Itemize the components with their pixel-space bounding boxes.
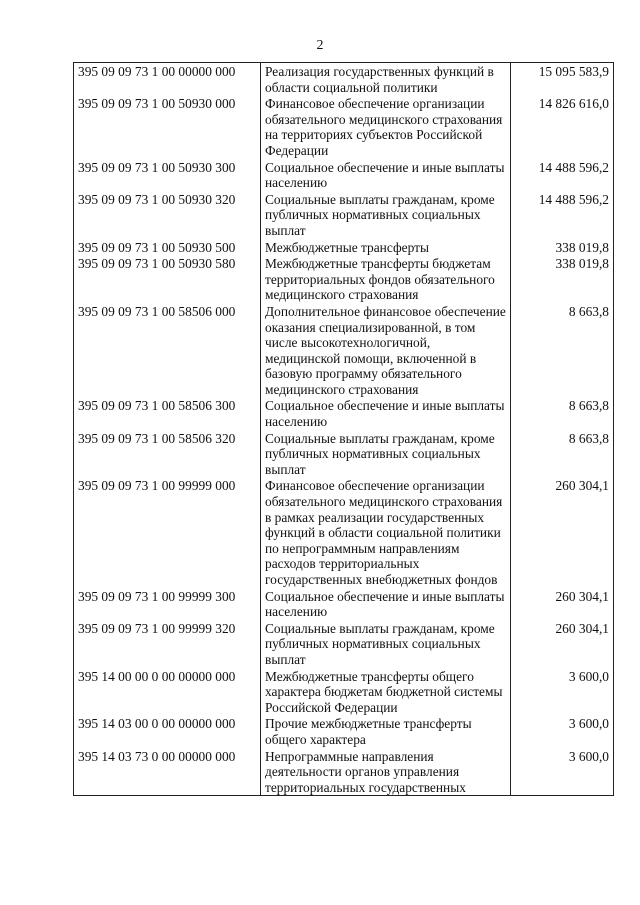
amount: 3 600,0 bbox=[511, 715, 614, 747]
budget-code: 395 09 09 73 1 00 50930 000 bbox=[74, 95, 261, 158]
table-row bbox=[74, 477, 614, 587]
page-number: 2 bbox=[316, 38, 324, 53]
table-row bbox=[74, 397, 614, 429]
amount: 8 663,8 bbox=[511, 303, 614, 398]
table-row bbox=[74, 430, 614, 478]
budget-code: 395 09 09 73 1 00 58506 300 bbox=[74, 397, 261, 429]
table-row bbox=[74, 620, 614, 668]
expense-name: Межбюджетные трансферты бюджетам территориальных фондов обязательного медицинского страхования bbox=[261, 255, 511, 303]
budget-code: 395 09 09 73 1 00 58506 000 bbox=[74, 303, 261, 398]
expense-name: Межбюджетные трансферты bbox=[261, 239, 511, 256]
expense-name: Социальные выплаты гражданам, кроме публичных нормативных социальных выплат bbox=[261, 430, 511, 478]
budget-code: 395 14 03 00 0 00 00000 000 bbox=[74, 715, 261, 747]
amount: 260 304,1 bbox=[511, 588, 614, 620]
amount: 14 826 616,0 bbox=[511, 95, 614, 158]
amount: 8 663,8 bbox=[511, 397, 614, 429]
amount: 14 488 596,2 bbox=[511, 159, 614, 191]
table-row bbox=[74, 95, 614, 158]
expense-name: Прочие межбюджетные трансферты общего характера bbox=[261, 715, 511, 747]
expense-name: Социальное обеспечение и иные выплаты населению bbox=[261, 397, 511, 429]
expense-name: Дополнительное финансовое обеспечение оказания специализированной, в том числе высокотехнологичной, медицинской помощи, включенной в базовую программу обязательного медицинского страхования bbox=[261, 303, 511, 398]
expense-name: Финансовое обеспечение организации обязательного медицинского страхования на территориях субъектов Российской Федерации bbox=[261, 95, 511, 158]
amount: 14 488 596,2 bbox=[511, 191, 614, 239]
budget-code: 395 14 00 00 0 00 00000 000 bbox=[74, 668, 261, 716]
amount: 338 019,8 bbox=[511, 255, 614, 303]
expense-name: Межбюджетные трансферты общего характера бюджетам бюджетной системы Российской Федерации bbox=[261, 668, 511, 716]
amount: 338 019,8 bbox=[511, 239, 614, 256]
budget-code: 395 09 09 73 1 00 99999 320 bbox=[74, 620, 261, 668]
table-row bbox=[74, 303, 614, 398]
amount: 3 600,0 bbox=[511, 748, 614, 796]
expense-name: Социальное обеспечение и иные выплаты населению bbox=[261, 159, 511, 191]
table-row bbox=[74, 715, 614, 747]
expense-name: Реализация государственных функций в области социальной политики bbox=[261, 63, 511, 96]
table-row bbox=[74, 159, 614, 191]
budget-code: 395 09 09 73 1 00 99999 300 bbox=[74, 588, 261, 620]
table-row bbox=[74, 191, 614, 239]
amount: 260 304,1 bbox=[511, 477, 614, 587]
budget-code: 395 09 09 73 1 00 58506 320 bbox=[74, 430, 261, 478]
table-row bbox=[74, 63, 614, 96]
expense-name: Социальные выплаты гражданам, кроме публичных нормативных социальных выплат bbox=[261, 620, 511, 668]
table-row bbox=[74, 668, 614, 716]
table-row bbox=[74, 255, 614, 303]
expense-name: Непрограммные направления деятельности органов управления территориальных государственных bbox=[261, 748, 511, 796]
expense-name: Финансовое обеспечение организации обязательного медицинского страхования в рамках реализации государственных функций в области социальной политики по непрограммным направлениям расходов территориальных государственных внебюджетных фондов bbox=[261, 477, 511, 587]
amount: 15 095 583,9 bbox=[511, 63, 614, 96]
amount: 8 663,8 bbox=[511, 430, 614, 478]
table-row bbox=[74, 239, 614, 256]
amount: 260 304,1 bbox=[511, 620, 614, 668]
budget-code: 395 09 09 73 1 00 50930 500 bbox=[74, 239, 261, 256]
table-row bbox=[74, 588, 614, 620]
table-row bbox=[74, 748, 614, 796]
expense-name: Социальное обеспечение и иные выплаты населению bbox=[261, 588, 511, 620]
budget-code: 395 09 09 73 1 00 50930 320 bbox=[74, 191, 261, 239]
budget-code: 395 09 09 73 1 00 00000 000 bbox=[74, 63, 261, 96]
budget-table bbox=[73, 62, 614, 796]
budget-code: 395 14 03 73 0 00 00000 000 bbox=[74, 748, 261, 796]
amount: 3 600,0 bbox=[511, 668, 614, 716]
expense-name: Социальные выплаты гражданам, кроме публичных нормативных социальных выплат bbox=[261, 191, 511, 239]
budget-code: 395 09 09 73 1 00 99999 000 bbox=[74, 477, 261, 587]
budget-code: 395 09 09 73 1 00 50930 580 bbox=[74, 255, 261, 303]
budget-code: 395 09 09 73 1 00 50930 300 bbox=[74, 159, 261, 191]
